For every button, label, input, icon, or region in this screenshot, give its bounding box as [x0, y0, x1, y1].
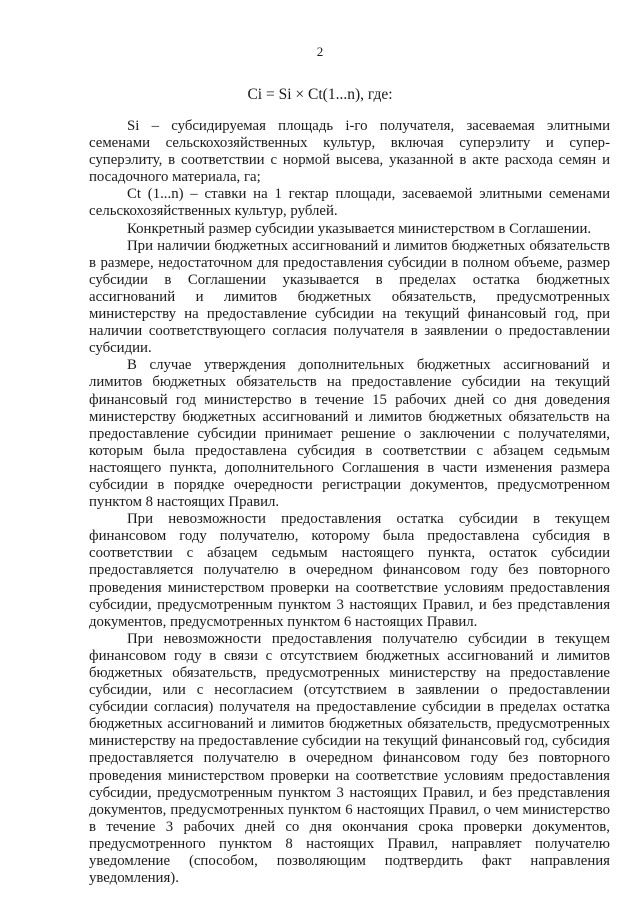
page-number: 2 [316, 44, 324, 59]
paragraph-no-allocations: При невозможности предоставления получателю субсидии в текущем финансовом году в связи с отсутствием бюджетных ассигнований и лимитов бюджетных обязательств, предусмотренных министерству на предоставление субсидии, или с несогласием (отсутствием в заявлении о предоставлении субсидии согласия) получателя на предоставление субсидии в пределах остатка бюджетных ассигнований и лимитов бюджетных обязательств, предусмотренных министерству на предоставление субсидии на текущий финансовый год, субсидия предоставляется получателю в очередном финансовом году без повторного проведения министерством проверки на соответствие условиям предоставления субсидии, предусмотренным пунктом 3 настоящих Правил, и без представления документов, предусмотренных пунктом 6 настоящих Правил, о чем министерство в течение 3 рабочих дней со дня окончания срока проверки документов, предусмотренного пунктом 8 настоящих Правил, направляет получателю уведомление (способом, позволяющим подтвердить факт направления уведомления). [89, 630, 610, 887]
paragraph-additional-allocations: В случае утверждения дополнительных бюджетных ассигнований и лимитов бюджетных обязательств на предоставление субсидии на текущий финансовый год министерство в течение 15 рабочих дней со дня доведения министерству бюджетных ассигнований и лимитов бюджетных обязательств на предоставление субсидии принимает решение о заключении с получателями, которым была предоставлена субсидия в соответствии с абзацем седьмым настоящего пункта, дополнительного Соглашения в части изменения размера субсидии в порядке очередности регистрации документов, предусмотренном пунктом 8 настоящих Правил. [89, 357, 610, 511]
subsidy-formula: Ci = Si × Ct(1...n), где: [247, 86, 393, 103]
paragraph-remainder-next-year: При невозможности предоставления остатка субсидии в текущем финансовом году получателю, которому была предоставлена субсидия в соответствии с абзацем седьмым настоящего пункта, остаток субсидии предоставляется получателю в очередном финансовом году без повторного проведения министерством проверки на соответствие условиям предоставления субсидии, предусмотренным пунктом 3 настоящих Правил, и без представления документов, предусмотренных пунктом 6 настоящих Правил. [89, 511, 610, 630]
paragraph-si-definition: Si – субсидируемая площадь i-го получателя, засеваемая элитными семенами сельскохозяйственных культур, включая суперэлиту и супер-суперэлиту, в соответствии с нормой высева, указанной в акте расхода семян и посадочного материала, га; [89, 118, 610, 186]
paragraph-ct-definition: Ct (1...n) – ставки на 1 гектар площади, засеваемой элитными семенами сельскохозяйственных культур, рублей. [89, 186, 610, 220]
paragraph-insufficient-limits: При наличии бюджетных ассигнований и лимитов бюджетных обязательств в размере, недостаточном для предоставления субсидии в полном объеме, размер субсидии в Соглашении указывается в пределах остатка бюджетных ассигнований и лимитов бюджетных обязательств, предусмотренных министерству на предоставление субсидии на текущий финансовый год, при наличии соответствующего согласия получателя в заявлении о предоставлении субсидии. [89, 237, 610, 357]
document-body [89, 118, 610, 887]
paragraph-specific-amount: Конкретный размер субсидии указывается министерством в Соглашении. [127, 220, 592, 237]
